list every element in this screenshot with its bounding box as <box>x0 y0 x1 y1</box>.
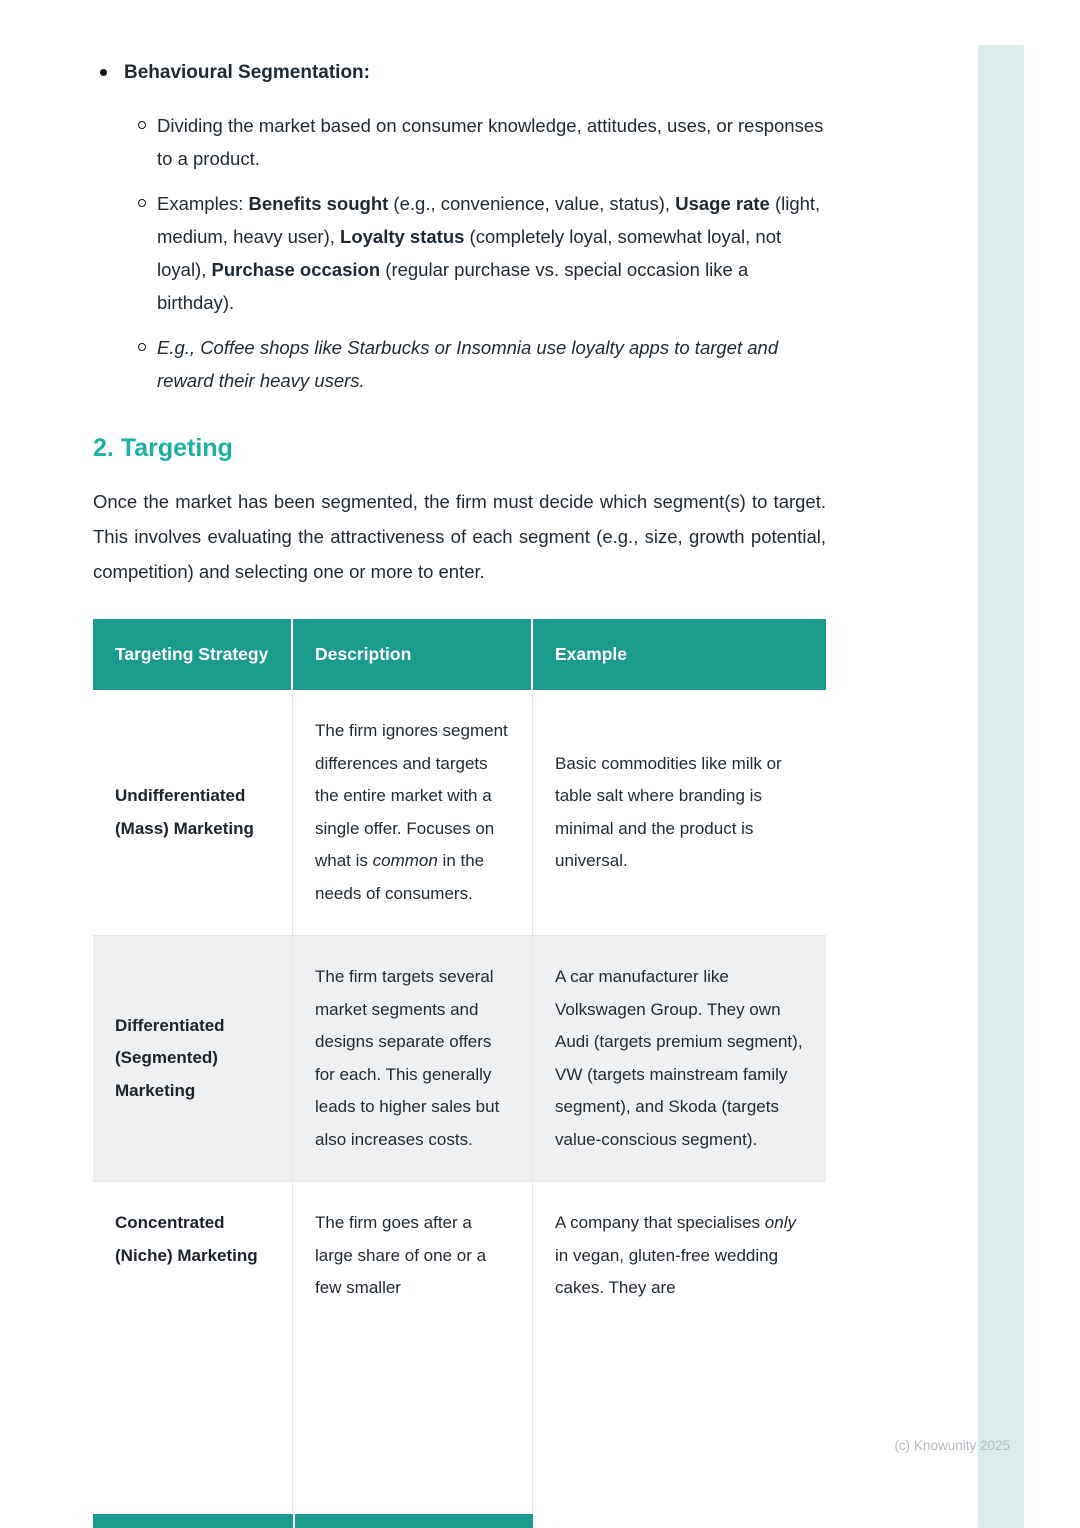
sub-bullet-text: Examples: Benefits sought (e.g., convenience, value, status), Usage rate (light, medium, heavy user), Loyalty status (completely loyal, somewhat loyal, not loyal), Purchase occasion (regular purchase vs. special occasion like a birthday). <box>157 193 821 313</box>
cell-example: A company that specialises only in vegan, gluten-free wedding cakes. They are <box>533 1182 826 1512</box>
header-cell-description: Description <box>293 619 533 690</box>
cell-example: A car manufacturer like Volkswagen Group. They own Audi (targets premium segment), VW (targets mainstream family segment), and Skoda (targets value-conscious segment). <box>533 936 826 1182</box>
copyright-footer: (c) Knowunity 2025 <box>894 1438 1010 1453</box>
intro-paragraph: Once the market has been segmented, the firm must decide which segment(s) to target. This involves evaluating the attractiveness of each segment (e.g., size, growth potential, competition) and selecting one or more to enter. <box>93 491 826 582</box>
cutoff-header-segment <box>93 1514 293 1528</box>
header-cell-example: Example <box>533 619 826 690</box>
sub-bullet-text: Dividing the market based on consumer knowledge, attitudes, uses, or responses to a product. <box>157 115 824 169</box>
table-row-undifferentiated <box>93 690 826 936</box>
cell-strategy: Undifferentiated (Mass) Marketing <box>93 690 293 936</box>
sub-bullet-example-starbucks <box>138 331 826 397</box>
bullet-dot-icon <box>93 56 124 89</box>
bullet-circle-icon <box>138 109 157 175</box>
cell-description: The firm goes after a large share of one or a few smaller <box>293 1182 533 1512</box>
sub-bullet-definition <box>138 109 826 175</box>
sub-bullet-text: E.g., Coffee shops like Starbucks or Insomnia use loyalty apps to target and reward their heavy users. <box>157 337 779 391</box>
bullet-behavioural-segmentation <box>93 56 826 89</box>
targeting-strategy-table <box>93 619 826 1512</box>
cell-strategy: Concentrated (Niche) Marketing <box>93 1182 293 1512</box>
next-table-header-cutoff <box>93 1514 533 1528</box>
bullet-circle-icon <box>138 187 157 319</box>
header-cell-strategy: Targeting Strategy <box>93 619 293 690</box>
cell-strategy: Differentiated (Segmented) Marketing <box>93 936 293 1182</box>
cutoff-header-segment <box>295 1514 533 1528</box>
page-edge-strip <box>978 45 1024 1528</box>
bullet-circle-icon <box>138 331 157 397</box>
section-heading-targeting: 2. Targeting <box>93 434 233 462</box>
table-row-concentrated <box>93 1182 826 1512</box>
table-header-row <box>93 619 826 690</box>
document-content <box>93 0 826 1512</box>
bullet-title: Behavioural Segmentation: <box>124 62 370 83</box>
cell-description: The firm ignores segment differences and targets the entire market with a single offer. Focuses on what is common in the needs of consumers. <box>293 690 533 936</box>
cell-example: Basic commodities like milk or table salt where branding is minimal and the product is universal. <box>533 690 826 936</box>
cell-description: The firm targets several market segments and designs separate offers for each. This generally leads to higher sales but also increases costs. <box>293 936 533 1182</box>
table-row-differentiated <box>93 936 826 1182</box>
sub-bullet-examples <box>138 187 826 319</box>
